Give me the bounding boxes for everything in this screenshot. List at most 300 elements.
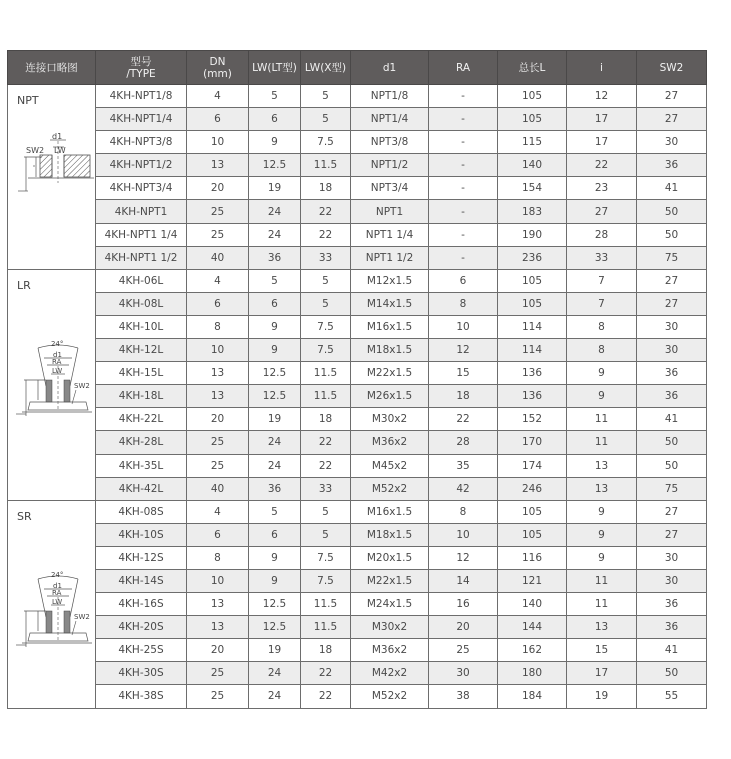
cell-type: 4KH-NPT1/8 <box>96 85 187 108</box>
cell-lw-lt: 9 <box>249 569 301 592</box>
cell-i: 11 <box>567 408 637 431</box>
cell-i: 19 <box>567 685 637 708</box>
cell-i: 9 <box>567 546 637 569</box>
cell-sw2: 50 <box>637 223 707 246</box>
cell-length: 136 <box>498 362 567 385</box>
cell-ra: 10 <box>429 523 498 546</box>
cell-lw-lt: 12.5 <box>249 616 301 639</box>
cell-ra: 8 <box>429 500 498 523</box>
cell-d1: M12x1.5 <box>351 269 429 292</box>
cell-type: 4KH-22L <box>96 408 187 431</box>
cell-length: 246 <box>498 477 567 500</box>
cell-ra: - <box>429 223 498 246</box>
cell-length: 105 <box>498 292 567 315</box>
cell-lw-x: 18 <box>301 177 351 200</box>
cell-sw2: 50 <box>637 662 707 685</box>
cell-d1: M36x2 <box>351 639 429 662</box>
cell-length: 180 <box>498 662 567 685</box>
cell-type: 4KH-NPT1 1/2 <box>96 246 187 269</box>
cell-lw-x: 7.5 <box>301 131 351 154</box>
cell-lw-x: 5 <box>301 500 351 523</box>
cell-lw-lt: 12.5 <box>249 154 301 177</box>
cell-dn: 13 <box>187 593 249 616</box>
table-row <box>8 85 707 108</box>
cell-lw-x: 5 <box>301 85 351 108</box>
header-row <box>8 51 707 85</box>
cell-length: 114 <box>498 315 567 338</box>
cell-lw-x: 22 <box>301 200 351 223</box>
cell-length: 170 <box>498 431 567 454</box>
cell-dn: 8 <box>187 546 249 569</box>
cell-lw-lt: 12.5 <box>249 593 301 616</box>
cell-lw-x: 18 <box>301 408 351 431</box>
cell-type: 4KH-12L <box>96 339 187 362</box>
cell-ra: 30 <box>429 662 498 685</box>
cell-i: 23 <box>567 177 637 200</box>
cell-i: 8 <box>567 339 637 362</box>
cell-sw2: 41 <box>637 639 707 662</box>
cell-length: 105 <box>498 85 567 108</box>
cell-type: 4KH-15L <box>96 362 187 385</box>
cell-type: 4KH-NPT1 <box>96 200 187 223</box>
group-name: LR <box>17 278 31 292</box>
cell-sw2: 27 <box>637 292 707 315</box>
cell-dn: 25 <box>187 431 249 454</box>
cell-i: 17 <box>567 662 637 685</box>
cell-lw-lt: 9 <box>249 546 301 569</box>
cell-sw2: 30 <box>637 339 707 362</box>
cell-lw-lt: 9 <box>249 131 301 154</box>
cell-lw-lt: 9 <box>249 315 301 338</box>
cell-length: 183 <box>498 200 567 223</box>
cell-dn: 13 <box>187 362 249 385</box>
cell-type: 4KH-35L <box>96 454 187 477</box>
cell-d1: M52x2 <box>351 685 429 708</box>
group-cell-sr <box>8 500 96 708</box>
cell-d1: M30x2 <box>351 408 429 431</box>
cell-d1: M24x1.5 <box>351 593 429 616</box>
cell-lw-lt: 5 <box>249 500 301 523</box>
cell-lw-x: 22 <box>301 662 351 685</box>
lr-port-diagram-icon <box>14 336 94 416</box>
cell-sw2: 75 <box>637 246 707 269</box>
cell-length: 116 <box>498 546 567 569</box>
cell-ra: 22 <box>429 408 498 431</box>
svg-text:LW: LW <box>54 146 66 155</box>
cell-lw-lt: 5 <box>249 85 301 108</box>
cell-ra: 6 <box>429 269 498 292</box>
cell-sw2: 36 <box>637 593 707 616</box>
cell-type: 4KH-16S <box>96 593 187 616</box>
cell-sw2: 50 <box>637 200 707 223</box>
cell-type: 4KH-NPT1 1/4 <box>96 223 187 246</box>
table-row <box>8 569 707 592</box>
cell-type: 4KH-30S <box>96 662 187 685</box>
cell-d1: NPT1 1/4 <box>351 223 429 246</box>
npt-port-diagram-icon <box>14 133 94 193</box>
cell-d1: NPT1/2 <box>351 154 429 177</box>
cell-lw-lt: 24 <box>249 662 301 685</box>
cell-i: 7 <box>567 269 637 292</box>
cell-sw2: 41 <box>637 177 707 200</box>
cell-lw-x: 7.5 <box>301 569 351 592</box>
table-row <box>8 108 707 131</box>
cell-lw-x: 5 <box>301 523 351 546</box>
cell-d1: M22x1.5 <box>351 569 429 592</box>
cell-lw-lt: 6 <box>249 292 301 315</box>
header-length: 总长L <box>498 51 567 85</box>
cell-length: 154 <box>498 177 567 200</box>
cell-lw-x: 7.5 <box>301 315 351 338</box>
table-row <box>8 593 707 616</box>
cell-lw-lt: 19 <box>249 177 301 200</box>
svg-text:SW2: SW2 <box>74 612 90 621</box>
cell-d1: NPT1 1/2 <box>351 246 429 269</box>
table-row <box>8 223 707 246</box>
sr-port-diagram-icon <box>14 567 94 647</box>
cell-length: 184 <box>498 685 567 708</box>
header-type: 型号 /TYPE <box>96 51 187 85</box>
cell-lw-x: 5 <box>301 292 351 315</box>
cell-lw-lt: 12.5 <box>249 385 301 408</box>
cell-d1: NPT1 <box>351 200 429 223</box>
cell-lw-x: 7.5 <box>301 339 351 362</box>
cell-sw2: 36 <box>637 616 707 639</box>
cell-type: 4KH-28L <box>96 431 187 454</box>
cell-dn: 10 <box>187 131 249 154</box>
group-cell-npt <box>8 85 96 270</box>
cell-sw2: 36 <box>637 154 707 177</box>
cell-type: 4KH-NPT1/2 <box>96 154 187 177</box>
svg-text:d1: d1 <box>53 350 62 359</box>
cell-lw-lt: 19 <box>249 639 301 662</box>
cell-ra: - <box>429 200 498 223</box>
cell-type: 4KH-12S <box>96 546 187 569</box>
cell-length: 121 <box>498 569 567 592</box>
table-row <box>8 639 707 662</box>
cell-i: 8 <box>567 315 637 338</box>
group-name: SR <box>17 509 32 523</box>
cell-lw-x: 11.5 <box>301 362 351 385</box>
cell-i: 13 <box>567 616 637 639</box>
cell-lw-x: 7.5 <box>301 546 351 569</box>
cell-i: 15 <box>567 639 637 662</box>
svg-text:24°: 24° <box>51 570 64 579</box>
cell-ra: 28 <box>429 431 498 454</box>
header-d1: d1 <box>351 51 429 85</box>
cell-type: 4KH-18L <box>96 385 187 408</box>
cell-lw-x: 11.5 <box>301 154 351 177</box>
cell-dn: 20 <box>187 408 249 431</box>
table-row <box>8 431 707 454</box>
cell-lw-lt: 24 <box>249 200 301 223</box>
header-lw-lt: LW(LT型) <box>249 51 301 85</box>
svg-text:SW2: SW2 <box>74 381 90 390</box>
cell-dn: 20 <box>187 177 249 200</box>
table-row <box>8 408 707 431</box>
table-row <box>8 154 707 177</box>
cell-sw2: 55 <box>637 685 707 708</box>
cell-lw-x: 22 <box>301 454 351 477</box>
cell-i: 17 <box>567 131 637 154</box>
cell-length: 114 <box>498 339 567 362</box>
table-row <box>8 200 707 223</box>
table-row <box>8 523 707 546</box>
cell-lw-x: 33 <box>301 246 351 269</box>
cell-ra: 12 <box>429 339 498 362</box>
svg-text:d1: d1 <box>53 581 62 590</box>
cell-ra: - <box>429 131 498 154</box>
cell-lw-lt: 36 <box>249 477 301 500</box>
cell-d1: NPT3/8 <box>351 131 429 154</box>
cell-ra: - <box>429 108 498 131</box>
cell-i: 12 <box>567 85 637 108</box>
cell-lw-lt: 24 <box>249 454 301 477</box>
svg-text:RA: RA <box>52 357 62 366</box>
cell-dn: 25 <box>187 223 249 246</box>
cell-lw-lt: 9 <box>249 339 301 362</box>
table-row <box>8 616 707 639</box>
cell-dn: 4 <box>187 500 249 523</box>
cell-length: 236 <box>498 246 567 269</box>
cell-lw-x: 22 <box>301 431 351 454</box>
cell-i: 28 <box>567 223 637 246</box>
cell-dn: 25 <box>187 662 249 685</box>
header-dn: DN (mm) <box>187 51 249 85</box>
svg-text:LW: LW <box>52 366 63 375</box>
cell-type: 4KH-25S <box>96 639 187 662</box>
cell-sw2: 36 <box>637 362 707 385</box>
cell-type: 4KH-10S <box>96 523 187 546</box>
cell-d1: M42x2 <box>351 662 429 685</box>
table-row <box>8 292 707 315</box>
cell-i: 11 <box>567 593 637 616</box>
cell-dn: 6 <box>187 523 249 546</box>
cell-d1: M30x2 <box>351 616 429 639</box>
cell-dn: 10 <box>187 569 249 592</box>
cell-i: 22 <box>567 154 637 177</box>
cell-sw2: 50 <box>637 431 707 454</box>
cell-i: 33 <box>567 246 637 269</box>
cell-lw-lt: 6 <box>249 523 301 546</box>
cell-sw2: 75 <box>637 477 707 500</box>
cell-ra: 12 <box>429 546 498 569</box>
cell-lw-x: 5 <box>301 108 351 131</box>
cell-i: 17 <box>567 108 637 131</box>
table-row <box>8 246 707 269</box>
cell-lw-lt: 6 <box>249 108 301 131</box>
cell-d1: M20x1.5 <box>351 546 429 569</box>
spec-table <box>7 50 707 709</box>
cell-type: 4KH-06L <box>96 269 187 292</box>
table-row <box>8 385 707 408</box>
cell-sw2: 30 <box>637 546 707 569</box>
cell-length: 105 <box>498 108 567 131</box>
cell-type: 4KH-08S <box>96 500 187 523</box>
table-row <box>8 315 707 338</box>
svg-text:LW: LW <box>52 597 63 606</box>
cell-i: 11 <box>567 431 637 454</box>
cell-lw-x: 11.5 <box>301 385 351 408</box>
svg-text:RA: RA <box>52 588 62 597</box>
cell-length: 115 <box>498 131 567 154</box>
cell-d1: M16x1.5 <box>351 315 429 338</box>
table-row <box>8 546 707 569</box>
cell-dn: 40 <box>187 477 249 500</box>
cell-ra: 10 <box>429 315 498 338</box>
cell-ra: 42 <box>429 477 498 500</box>
table-row <box>8 131 707 154</box>
cell-type: 4KH-10L <box>96 315 187 338</box>
cell-lw-lt: 24 <box>249 223 301 246</box>
cell-dn: 4 <box>187 269 249 292</box>
cell-d1: NPT3/4 <box>351 177 429 200</box>
cell-lw-lt: 5 <box>249 269 301 292</box>
cell-dn: 8 <box>187 315 249 338</box>
cell-i: 9 <box>567 362 637 385</box>
cell-type: 4KH-NPT3/8 <box>96 131 187 154</box>
cell-length: 174 <box>498 454 567 477</box>
cell-i: 13 <box>567 477 637 500</box>
table-row <box>8 177 707 200</box>
cell-sw2: 30 <box>637 131 707 154</box>
cell-dn: 13 <box>187 154 249 177</box>
cell-d1: NPT1/8 <box>351 85 429 108</box>
table-row <box>8 339 707 362</box>
cell-ra: 15 <box>429 362 498 385</box>
cell-type: 4KH-38S <box>96 685 187 708</box>
cell-d1: M26x1.5 <box>351 385 429 408</box>
cell-dn: 25 <box>187 454 249 477</box>
cell-i: 13 <box>567 454 637 477</box>
cell-i: 9 <box>567 385 637 408</box>
cell-type: 4KH-NPT3/4 <box>96 177 187 200</box>
cell-lw-lt: 12.5 <box>249 362 301 385</box>
cell-length: 140 <box>498 593 567 616</box>
header-ra: RA <box>429 51 498 85</box>
svg-text:d1: d1 <box>52 133 63 141</box>
cell-lw-x: 5 <box>301 269 351 292</box>
svg-text:SW2: SW2 <box>26 146 45 155</box>
cell-sw2: 41 <box>637 408 707 431</box>
cell-dn: 20 <box>187 639 249 662</box>
cell-d1: M36x2 <box>351 431 429 454</box>
group-name: NPT <box>17 94 39 107</box>
group-cell-lr <box>8 269 96 500</box>
cell-length: 152 <box>498 408 567 431</box>
cell-d1: M14x1.5 <box>351 292 429 315</box>
cell-length: 105 <box>498 500 567 523</box>
cell-lw-x: 22 <box>301 685 351 708</box>
cell-i: 9 <box>567 500 637 523</box>
cell-ra: 20 <box>429 616 498 639</box>
cell-ra: 38 <box>429 685 498 708</box>
cell-ra: 14 <box>429 569 498 592</box>
cell-ra: 8 <box>429 292 498 315</box>
cell-d1: NPT1/4 <box>351 108 429 131</box>
cell-ra: - <box>429 154 498 177</box>
cell-d1: M16x1.5 <box>351 500 429 523</box>
cell-i: 9 <box>567 523 637 546</box>
cell-type: 4KH-14S <box>96 569 187 592</box>
table-row <box>8 362 707 385</box>
cell-type: 4KH-08L <box>96 292 187 315</box>
header-lw-x: LW(X型) <box>301 51 351 85</box>
cell-dn: 10 <box>187 339 249 362</box>
cell-d1: M22x1.5 <box>351 362 429 385</box>
cell-d1: M52x2 <box>351 477 429 500</box>
cell-ra: 16 <box>429 593 498 616</box>
cell-ra: - <box>429 246 498 269</box>
cell-lw-lt: 24 <box>249 685 301 708</box>
cell-sw2: 50 <box>637 454 707 477</box>
cell-dn: 4 <box>187 85 249 108</box>
header-sw2: SW2 <box>637 51 707 85</box>
cell-lw-x: 22 <box>301 223 351 246</box>
cell-sw2: 30 <box>637 569 707 592</box>
table-row <box>8 662 707 685</box>
cell-lw-x: 18 <box>301 639 351 662</box>
svg-text:24°: 24° <box>51 339 64 348</box>
cell-i: 7 <box>567 292 637 315</box>
cell-ra: - <box>429 177 498 200</box>
cell-i: 11 <box>567 569 637 592</box>
cell-lw-lt: 24 <box>249 431 301 454</box>
cell-length: 144 <box>498 616 567 639</box>
table-row <box>8 500 707 523</box>
cell-dn: 6 <box>187 292 249 315</box>
cell-sw2: 27 <box>637 500 707 523</box>
cell-sw2: 36 <box>637 385 707 408</box>
cell-lw-x: 33 <box>301 477 351 500</box>
cell-length: 162 <box>498 639 567 662</box>
header-i: i <box>567 51 637 85</box>
cell-d1: M45x2 <box>351 454 429 477</box>
cell-sw2: 27 <box>637 108 707 131</box>
cell-dn: 25 <box>187 200 249 223</box>
cell-dn: 13 <box>187 616 249 639</box>
cell-lw-lt: 36 <box>249 246 301 269</box>
table-row <box>8 269 707 292</box>
cell-lw-x: 11.5 <box>301 593 351 616</box>
table-row <box>8 454 707 477</box>
cell-ra: - <box>429 85 498 108</box>
cell-ra: 18 <box>429 385 498 408</box>
cell-length: 105 <box>498 523 567 546</box>
cell-type: 4KH-42L <box>96 477 187 500</box>
table-row <box>8 477 707 500</box>
cell-length: 190 <box>498 223 567 246</box>
cell-length: 136 <box>498 385 567 408</box>
table-row <box>8 685 707 708</box>
cell-lw-lt: 19 <box>249 408 301 431</box>
cell-length: 105 <box>498 269 567 292</box>
cell-ra: 35 <box>429 454 498 477</box>
cell-sw2: 27 <box>637 85 707 108</box>
cell-type: 4KH-20S <box>96 616 187 639</box>
cell-lw-x: 11.5 <box>301 616 351 639</box>
cell-dn: 25 <box>187 685 249 708</box>
cell-dn: 6 <box>187 108 249 131</box>
cell-i: 27 <box>567 200 637 223</box>
cell-sw2: 27 <box>637 269 707 292</box>
cell-d1: M18x1.5 <box>351 339 429 362</box>
cell-type: 4KH-NPT1/4 <box>96 108 187 131</box>
header-diagram: 连接口略图 <box>8 51 96 85</box>
cell-length: 140 <box>498 154 567 177</box>
cell-dn: 13 <box>187 385 249 408</box>
cell-dn: 40 <box>187 246 249 269</box>
